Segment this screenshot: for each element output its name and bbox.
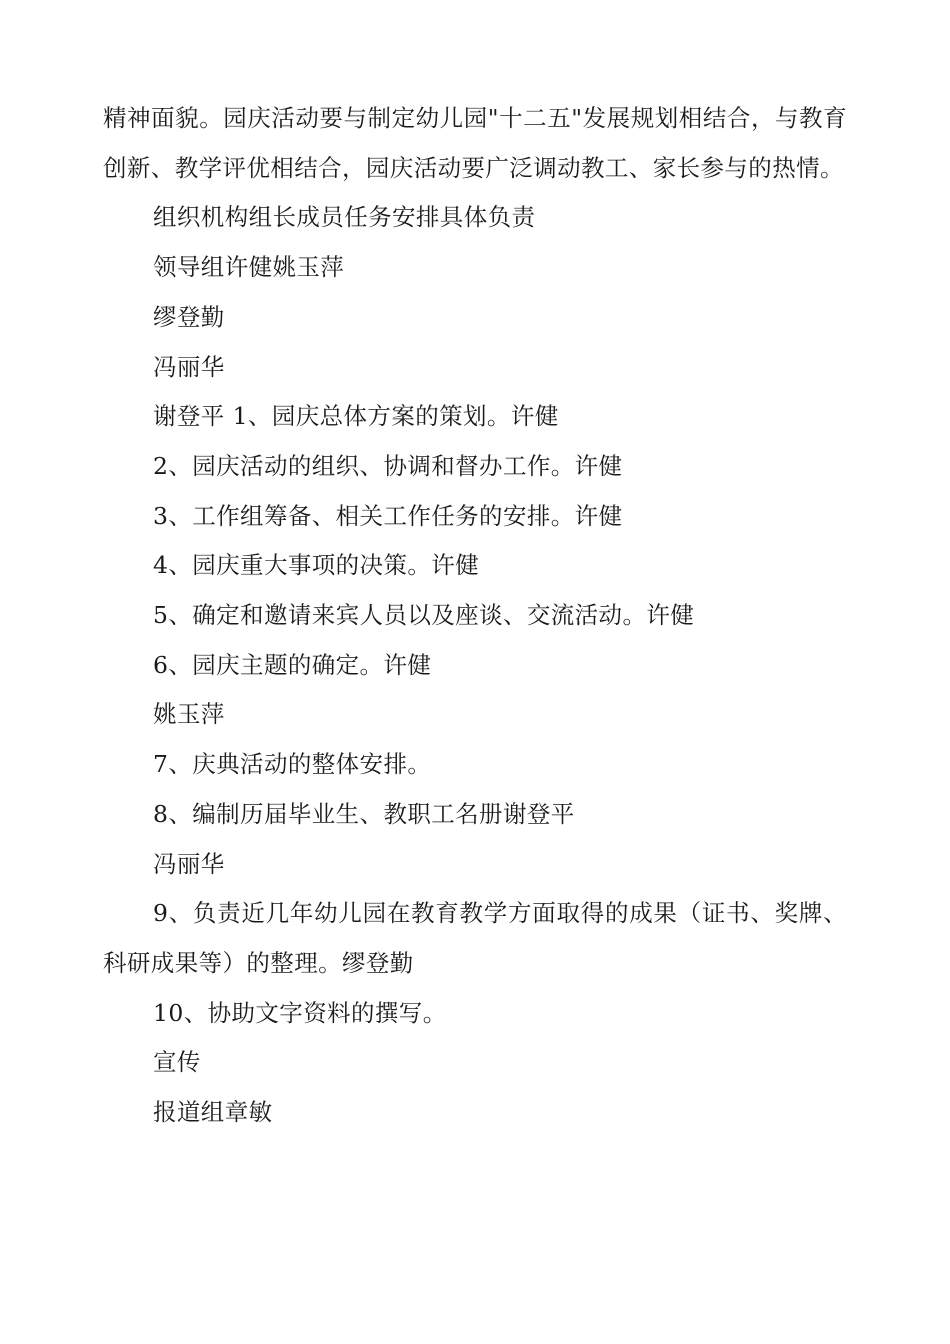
paragraph-task: 10、协助文字资料的撰写。 [153, 998, 447, 1027]
document-body [103, 94, 847, 1138]
paragraph-org-header: 组织机构组长成员任务安排具体负责 [153, 203, 536, 232]
paragraph-task: 4、园庆重大事项的决策。许健 [153, 551, 480, 580]
paragraph-task: 7、庆典活动的整体安排。 [153, 750, 432, 779]
paragraph-task: 5、确定和邀请来宾人员以及座谈、交流活动。许健 [153, 601, 695, 630]
paragraph-task: 6、园庆主题的确定。许健 [153, 650, 432, 679]
paragraph-task: 3、工作组筹备、相关工作任务的安排。许健 [153, 501, 623, 530]
paragraph-task: 9、负责近几年幼儿园在教育教学方面取得的成果（证书、奖牌、科研成果等）的整理。缪登勤 [103, 899, 847, 977]
paragraph-intro: 精神面貌。园庆活动要与制定幼儿园"十二五"发展规划相结合，与教育创新、教学评优相结合，园庆活动要广泛调动教工、家长参与的热情。 [103, 104, 847, 182]
paragraph-member: 冯丽华 [153, 352, 225, 381]
paragraph-task: 2、园庆活动的组织、协调和督办工作。许健 [153, 451, 623, 480]
paragraph-member: 缪登勤 [153, 302, 225, 331]
paragraph-group: 报道组章敏 [153, 1098, 273, 1127]
paragraph-member: 冯丽华 [153, 849, 225, 878]
paragraph-member: 姚玉萍 [153, 700, 225, 729]
paragraph-group: 宣传 [153, 1048, 201, 1077]
paragraph-task: 谢登平 1、园庆总体方案的策划。许健 [153, 402, 559, 431]
paragraph-leadership: 领导组许健姚玉萍 [153, 253, 345, 282]
paragraph-task: 8、编制历届毕业生、教职工名册谢登平 [153, 799, 575, 828]
